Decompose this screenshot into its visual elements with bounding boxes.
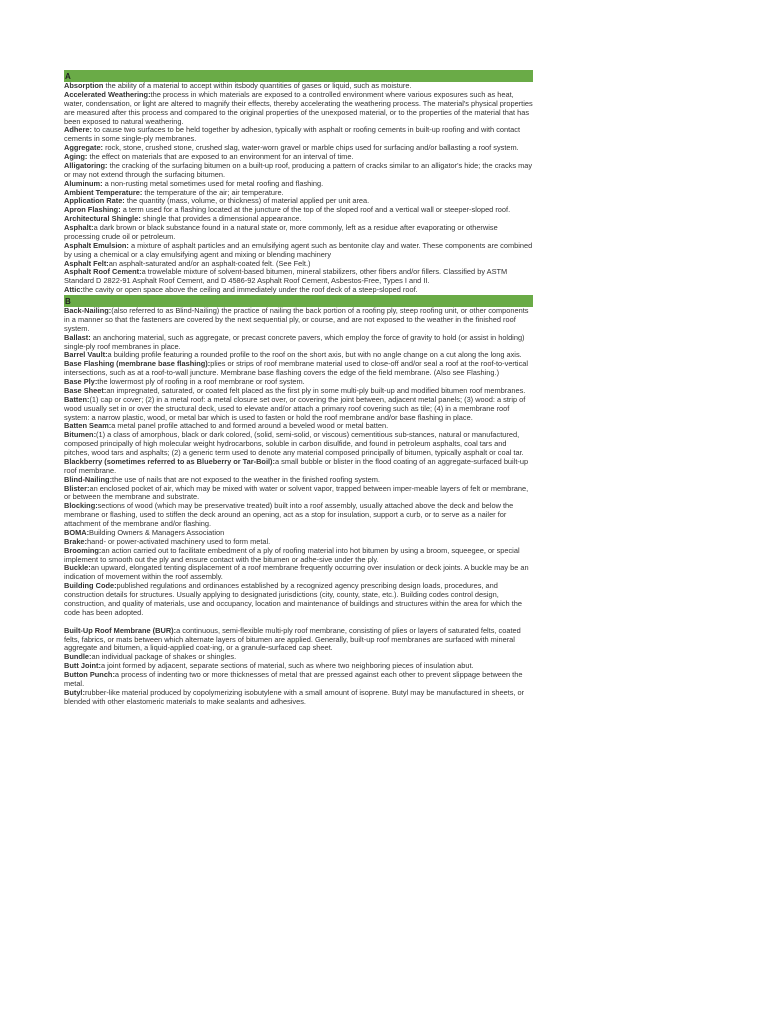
glossary-entry <box>64 485 533 503</box>
glossary-term: BOMA: <box>64 527 90 537</box>
glossary-term: Asphalt Emulsion: <box>64 240 129 250</box>
glossary-term: Buckle: <box>64 563 91 573</box>
glossary-definition: the process in which materials are exposed to a controlled environment where various exposures such as heat, water, condensation, or light are altered to magnify their effects, thereby accelerating the weathering process. The material's physical properties are measured after this process and compared to the original properties of the unexposed material, or to the properties of the material that has been exposed to natural weathering. <box>64 89 533 126</box>
glossary-definition: (1) cap or cover; (2) in a metal roof: a metal closure set over, or covering the joint between, adjacent metal panels; (3) wood: a strip of wood usually set in or over the structural deck, used to elevate and/or attach a primary roof covering such as tile; (4) in a membrane roof system: a narrow plastic, wood, or metal bar which is used to fasten or hold the roof membrane and/or base flashing in place. <box>64 394 526 422</box>
glossary-entry <box>64 224 533 242</box>
glossary-definition: the use of nails that are not exposed to the weather in the finished roofing system. <box>112 474 380 484</box>
glossary-definition: an anchoring material, such as aggregate, or precast concrete pavers, which employ the force of gravity to hold (or assist in holding) single-ply roof membranes in place. <box>64 332 525 351</box>
glossary-entry <box>64 286 533 295</box>
glossary-term: Blind-Nailing: <box>64 474 113 484</box>
glossary-entry <box>64 458 533 476</box>
glossary-term: Base Flashing (membrane base flashing): <box>64 359 211 369</box>
glossary-term: Aggregate: <box>64 143 104 153</box>
glossary-definition: a small bubble or blister in the flood coating of an aggregate-surfaced built-up roof membrane. <box>64 456 529 475</box>
glossary-term: Asphalt: <box>64 223 94 232</box>
glossary-term: Attic: <box>64 285 83 295</box>
glossary-term: Application Rate: <box>64 196 125 206</box>
glossary-definition: a building profile featuring a rounded profile to the roof on the short axis, but with no angle change on a cut along the long axis. <box>107 350 522 360</box>
glossary-term: Ambient Temperature: <box>64 187 143 197</box>
section-header-a: A <box>64 70 533 82</box>
glossary-definition: the quantity (mass, volume, or thickness) of material applied per unit area. <box>124 196 370 206</box>
glossary-entry <box>64 627 533 654</box>
glossary-definition: (1) a class of amorphous, black or dark colored, (solid, semi-solid, or viscous) cementitious sub-stances, natural or manufactured, composed principally of high molecular weight hydrocarbons, soluble in carbon disulfide, and found in petroleum asphalts, coal tars and pitches, wood tars and asphalts; (2) a generic term used to denote any material composed principally of bitumen, typically asphalt or coal tar. <box>64 430 524 457</box>
glossary-term: Back-Nailing: <box>64 306 112 315</box>
glossary-definition: a dark brown or black substance found in a natural state or, more commonly, left as a residue after evaporating or otherwise processing crude oil or petroleum. <box>64 223 498 241</box>
section-header-b: B <box>64 295 533 307</box>
glossary-definition: a mixture of asphalt particles and an emulsifying agent such as bentonite clay and water. These components are combined by using a chemical or a clay emulsifying agent and mixing or blending machinery <box>64 240 533 259</box>
glossary-entry <box>64 547 533 565</box>
glossary-definition: an asphalt-saturated and/or an asphalt-coated felt. (See Felt.) <box>108 258 311 268</box>
glossary-term: Base Ply: <box>64 377 98 386</box>
glossary-term: Blister: <box>64 483 90 493</box>
glossary-definition: to cause two surfaces to be held together by adhesion, typically with asphalt or roofing cements in built-up roofing and with contact cements in some single-ply membranes. <box>64 125 521 144</box>
glossary-term: Button Punch: <box>64 670 115 679</box>
glossary-term: Blocking: <box>64 501 98 511</box>
glossary-definition: an action carried out to facilitate embedment of a ply of roofing material into hot bitumen by using a broom, squeegee, or special implement to smooth out the ply and ensure contact with the bitumen or adhe-sive under the ply. <box>64 545 520 564</box>
glossary-term: Base Sheet: <box>64 385 107 395</box>
glossary-entry <box>64 396 533 423</box>
glossary-definition: a continuous, semi-flexible multi-ply roof membrane, consisting of plies or layers of saturated felts, coated felts, fabrics, or mats between which alternate layers of bitumen are applied. Generally, built-up roof membranes are surfaced with mineral aggregate and bitumen, a liquid-applied coat-ing, or a granule-surfaced cap sheet. <box>64 625 521 653</box>
glossary-definition: a trowelable mixture of solvent-based bitumen, mineral stabilizers, other fibers and/or fillers. Classified by ASTM Standard D 2822-91 Asphalt Roof Cement, and D 4586-92 Asphalt Roof Cement, Asbestos-Free, Types I and II. <box>64 267 508 286</box>
glossary-definition: hand- or power-activated machinery used to form metal. <box>87 536 271 546</box>
glossary-term: Built-Up Roof Membrane (BUR): <box>64 625 177 635</box>
glossary-definition: rubber-like material produced by copolymerizing isobutylene with a small amount of isoprene. Butyl may be manufactured in sheets, or blended with other elastomeric materials to make sealants and adhesives. <box>64 687 525 706</box>
glossary-definition: rock, stone, crushed stone, crushed slag, water-worn gravel or marble chips used for surfacing and/or ballasting a roof system. <box>103 143 519 153</box>
glossary-term: Architectural Shingle: <box>64 214 141 224</box>
glossary-definition: sections of wood (which may be preservative treated) built into a roof assembly, usually attached above the deck and below the membrane or flashing, used to stiffen the deck around an opening, act as a stop for insulation, support a curb, or to serve as a nailer for attachment of the membrane and/or flashing. <box>64 501 514 528</box>
glossary-definition: an impregnated, saturated, or coated felt placed as the first ply in some multi-ply built-up and modified bitumen roof membranes. <box>106 385 526 395</box>
glossary-document <box>64 70 533 707</box>
glossary-entry <box>64 431 533 458</box>
glossary-definition: the temperature of the air; air temperature. <box>142 187 284 197</box>
glossary-term: Butyl: <box>64 687 85 697</box>
glossary-entry <box>64 689 533 707</box>
glossary-term: Butt Joint: <box>64 661 101 671</box>
glossary-entry <box>64 268 533 286</box>
glossary-entry <box>64 334 533 352</box>
glossary-entry <box>64 162 533 180</box>
glossary-term: Building Code: <box>64 581 117 591</box>
glossary-term: Batten Seam: <box>64 421 112 431</box>
glossary-term: Brake: <box>64 536 88 546</box>
glossary-definition: the cavity or open space above the ceiling and immediately under the roof deck of a steep-sloped roof. <box>82 285 418 295</box>
glossary-definition: an individual package of shakes or shingles. <box>91 652 237 662</box>
glossary-definition: the ability of a material to accept within itsbody quantities of gases or liquid, such as moisture. <box>103 81 412 90</box>
glossary-entry <box>64 242 533 260</box>
glossary-term: Aluminum: <box>64 178 103 188</box>
glossary-entry <box>64 502 533 529</box>
glossary-definition: published regulations and ordinances established by a recognized agency prescribing design loads, procedures, and construction details for structures. Usually applying to designated jurisdictions (city, county, state, etc.). Building codes control design, construction, and quality of materials, use and occupancy, location and maintenance of buildings and structures within the area for which the code has been adopted. <box>64 581 522 617</box>
glossary-definition: a joint formed by adjacent, separate sections of material, such as where two neighboring pieces of insulation abut. <box>100 661 474 671</box>
glossary-term: Blackberry (sometimes referred to as Blueberry or Tar-Boil): <box>64 456 275 466</box>
glossary-definition: the effect on materials that are exposed to an environment for an interval of time. <box>87 152 354 161</box>
glossary-term: Bundle: <box>64 652 92 662</box>
glossary-term: Ballast: <box>64 332 91 342</box>
glossary-definition: the lowermost ply of roofing in a roof membrane or roof system. <box>97 377 305 386</box>
glossary-entry <box>64 564 533 582</box>
glossary-definition: an enclosed pocket of air, which may be mixed with water or solvent vapor, trapped between imper-meable layers of felt or membrane, or between the membrane and substrate. <box>64 483 529 502</box>
glossary-term: Aging: <box>64 152 88 161</box>
glossary-entry <box>64 91 533 127</box>
glossary-term: Adhere: <box>64 125 92 135</box>
glossary-term: Asphalt Felt: <box>64 258 109 268</box>
glossary-term: Barrel Vault: <box>64 350 108 360</box>
glossary-entry <box>64 307 533 334</box>
glossary-definition: an upward, elongated tenting displacement of a roof membrane frequently occurring over insulation or deck joints. A buckle may be an indication of movement within the roof assembly. <box>64 563 529 582</box>
glossary-term: Brooming: <box>64 545 102 555</box>
glossary-definition: a process of indenting two or more thicknesses of metal that are pressed against each other to prevent slippage between the metal. <box>64 670 523 688</box>
glossary-term: Apron Flashing: <box>64 205 121 215</box>
glossary-definition: a metal panel profile attached to and formed around a beveled wood or metal batten. <box>111 421 389 431</box>
glossary-term: Absorption <box>64 81 104 90</box>
glossary-term: Accelerated Weathering: <box>64 89 151 99</box>
glossary-definition: a non-rusting metal sometimes used for metal roofing and flashing. <box>102 178 324 188</box>
glossary-term: Batten: <box>64 394 90 404</box>
glossary-entry <box>64 671 533 689</box>
glossary-definition: a term used for a flashing located at the juncture of the top of the sloped roof and a vertical wall or steeper-sloped roof. <box>120 205 511 215</box>
glossary-definition: plies or strips of roof membrane material used to close-off and/or seal a roof at the roof-to-vertical intersections, such as at a roof-to-wall juncture. Membrane base flashing covers the edge of the field membrane. (Also see Flashing.) <box>64 359 529 378</box>
glossary-term: Asphalt Roof Cement: <box>64 267 142 277</box>
glossary-term: Alligatoring: <box>64 160 108 170</box>
glossary-definition: shingle that provides a dimensional appearance. <box>140 214 302 224</box>
glossary-entry <box>64 126 533 144</box>
glossary-entry <box>64 360 533 378</box>
glossary-term: Bitumen: <box>64 430 97 440</box>
glossary-entry <box>64 582 533 618</box>
glossary-definition: (also referred to as Blind-Nailing) the practice of nailing the back portion of a roofing ply, steep roofing unit, or other components in a manner so that the fasteners are covered by the next sequential ply, or course, and are not exposed to the weather in the finished roof system. <box>64 306 529 333</box>
glossary-definition: Building Owners & Managers Association <box>89 527 225 537</box>
glossary-definition: the cracking of the surfacing bitumen on a built-up roof, producing a pattern of cracks similar to an alligator's hide; the cracks may or may not extend through the surfacing bitumen. <box>64 160 533 179</box>
